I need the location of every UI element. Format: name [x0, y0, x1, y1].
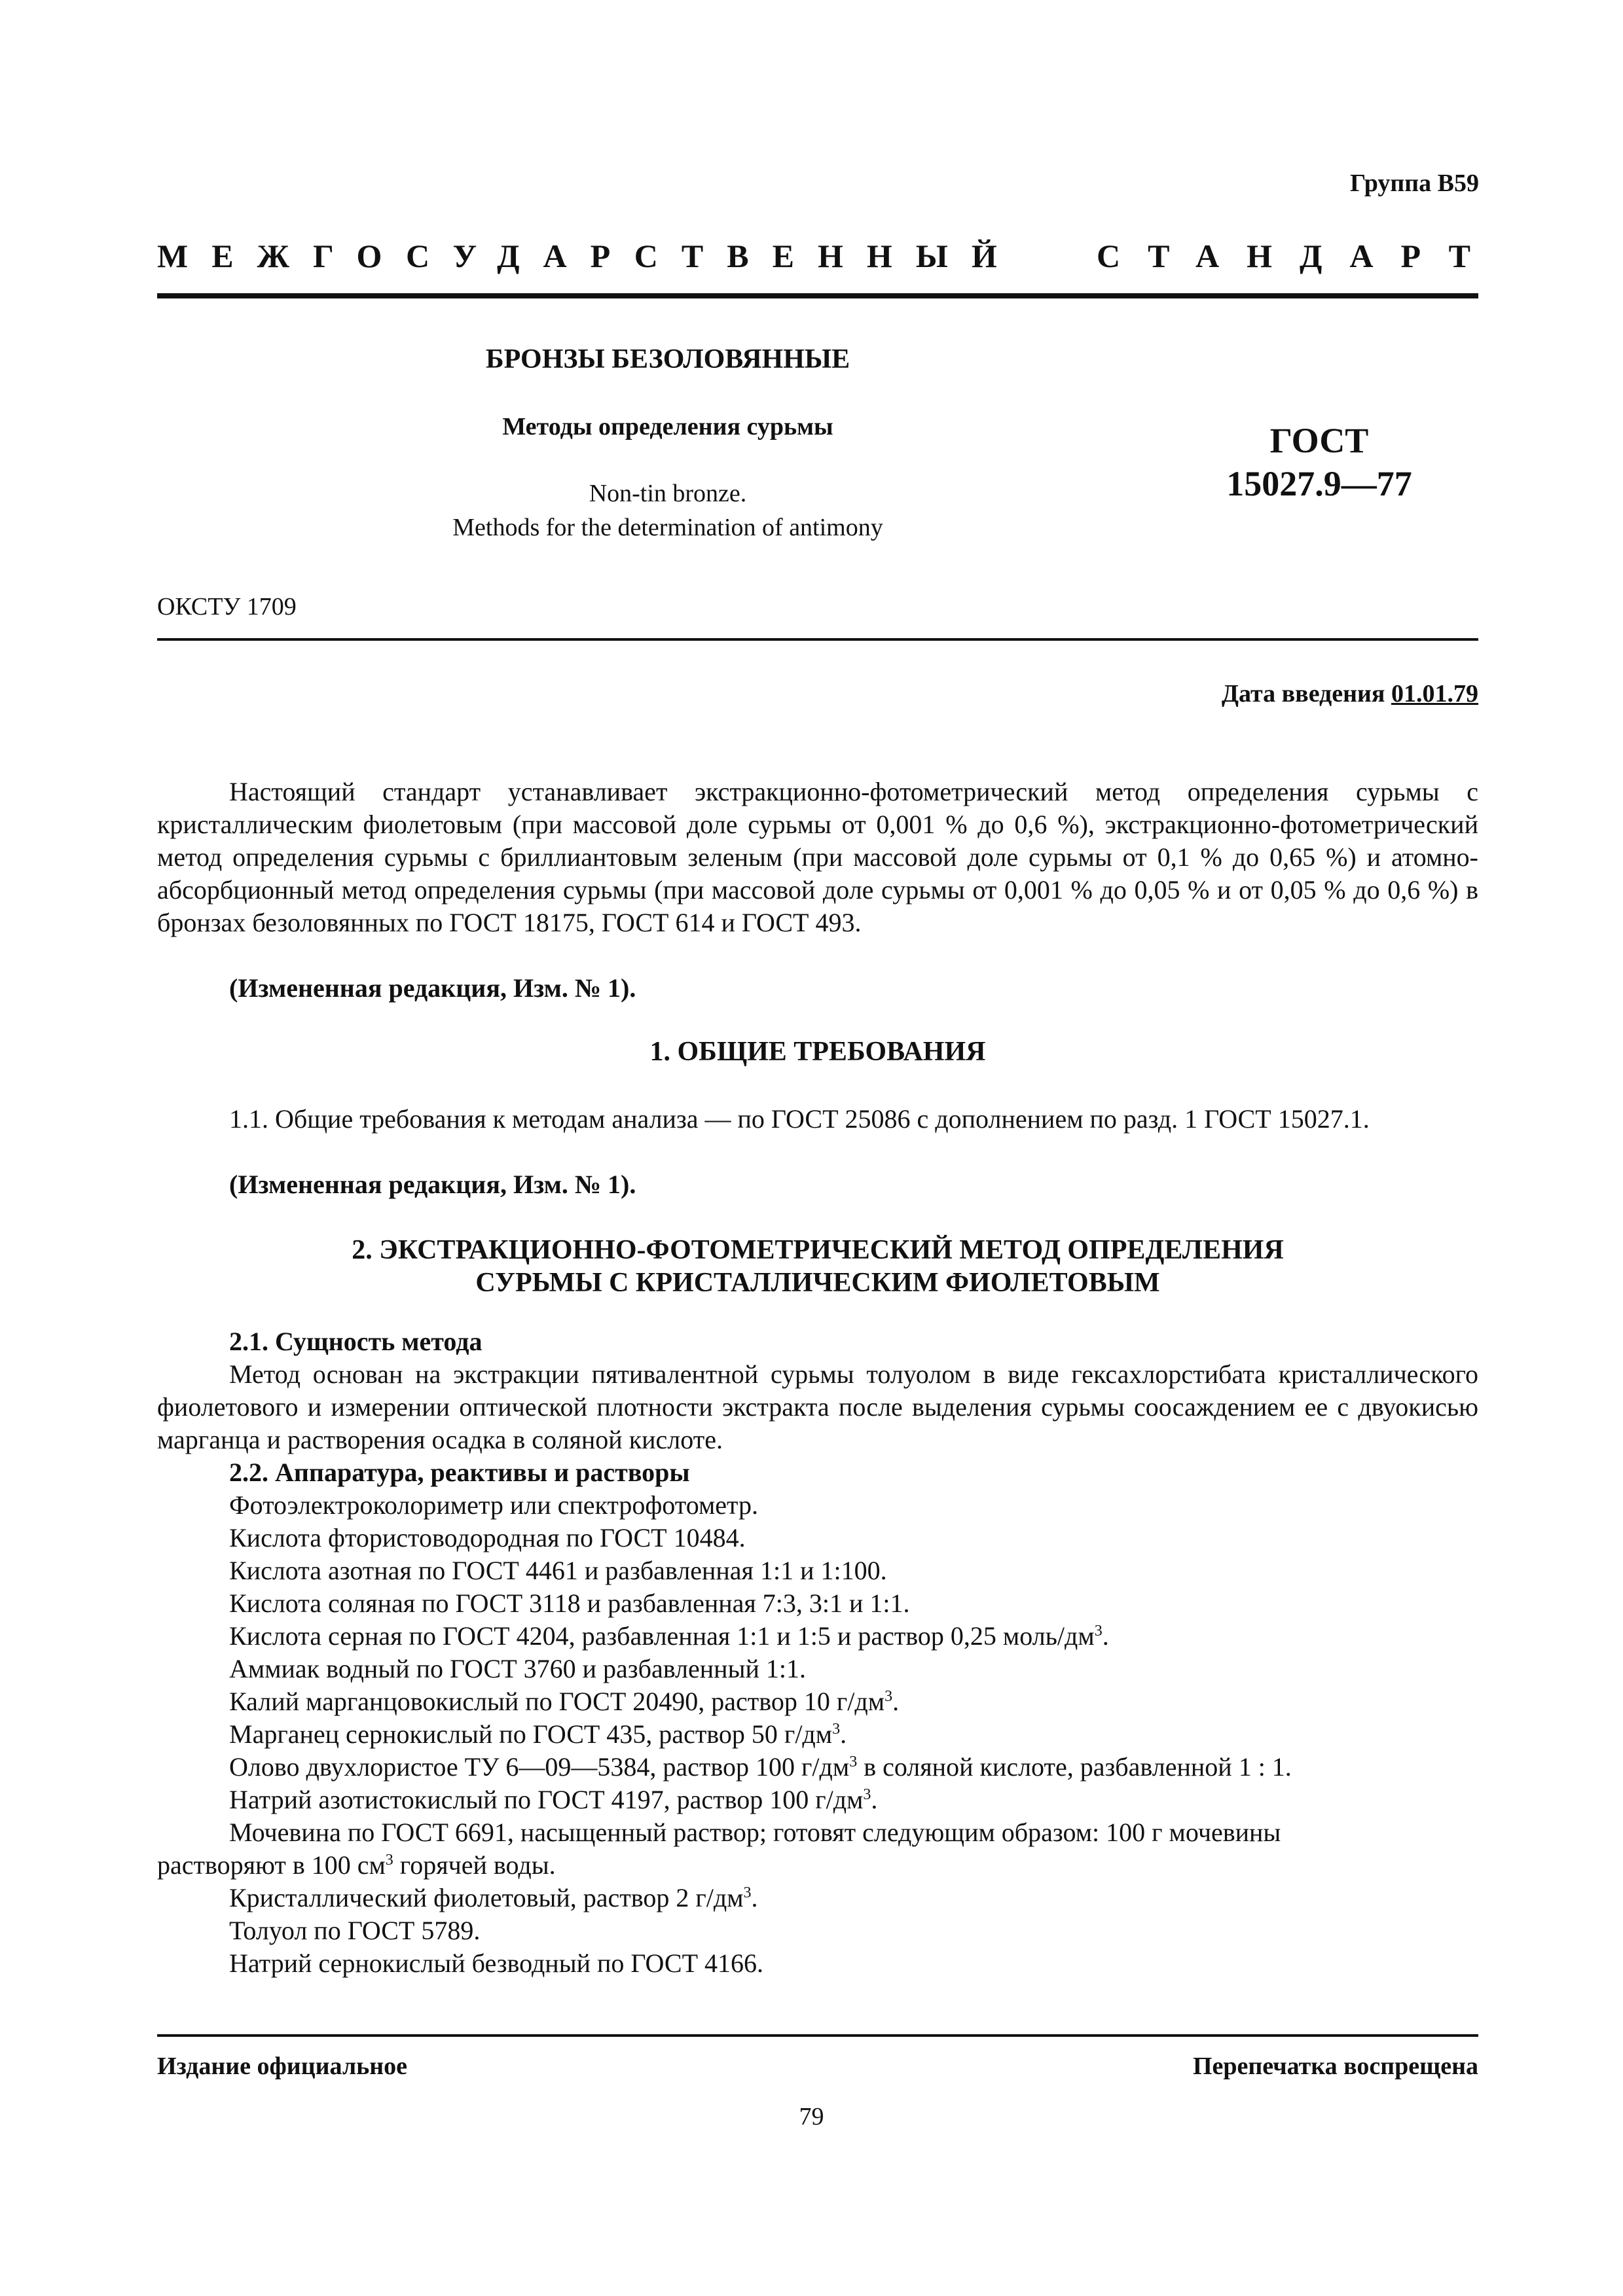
gost-designation — [1178, 419, 1460, 505]
list-item: Кислота соляная по ГОСТ 3118 и разбавленная 7:3, 3:1 и 1:1. — [229, 1588, 910, 1618]
standard-type-label: МЕЖГОСУДАРСТВЕННЫЙ — [157, 238, 1021, 274]
group-code: Группа В59 — [1349, 170, 1479, 197]
okstu-code: ОКСТУ 1709 — [157, 593, 297, 620]
list-item: Олово двухлористое ТУ 6—09—5384, раствор 100 $г/дм^3$ в соляной кислоте, разбавленной 1 : 1. — [229, 1752, 1292, 1782]
list-item: Калий марганцовокислый по ГОСТ 20490, раствор 10 $г/дм^3$. — [229, 1687, 900, 1716]
intro-amendment: (Измененная редакция, Изм. № 1). — [229, 973, 636, 1003]
list-item: Натрий азотистокислый по ГОСТ 4197, раствор 100 $г/дм^3$. — [229, 1785, 878, 1814]
document-subtitle: Методы определения сурьмы — [502, 413, 833, 440]
list-item: Толуол по ГОСТ 5789. — [229, 1916, 481, 1945]
section-1-text: 1.1. Общие требования к методам анализа — по ГОСТ 25086 с дополнением по разд. 1 ГОСТ 15027.1. — [229, 1104, 1370, 1134]
section-2-heading — [157, 1234, 1478, 1299]
official-edition-label: Издание официальное — [157, 2053, 408, 2080]
list-item: Марганец сернокислый по ГОСТ 435, раствор 50 $г/дм^3$. — [229, 1719, 847, 1749]
list-item: Кристаллический фиолетовый, раствор 2 $г/дм^3$. — [229, 1883, 758, 1912]
standard-header — [157, 237, 1498, 283]
list-item: Кислота азотная по ГОСТ 4461 и разбавленная 1:1 и 1:100. — [229, 1556, 887, 1585]
introduction-date — [1222, 679, 1478, 708]
header-rule — [157, 293, 1478, 298]
list-item: Кислота фтористоводородная по ГОСТ 10484. — [229, 1523, 746, 1552]
subsection-2-1-heading: 2.1. Сущность метода — [229, 1327, 483, 1356]
gost-number: 15027.9—77 — [1226, 464, 1412, 503]
reagents-list-continued — [229, 1882, 1478, 1980]
date-label: Дата введения — [1221, 680, 1385, 708]
document-title: БРОНЗЫ БЕЗОЛОВЯННЫЕ — [485, 344, 850, 374]
footer-rule — [157, 2034, 1478, 2037]
section-2-heading-line-1: 2. ЭКСТРАКЦИОННО-ФОТОМЕТРИЧЕСКИЙ МЕТОД ОПРЕДЕЛЕНИЯ — [352, 1235, 1284, 1265]
english-title-line-2: Methods for the determination of antimony — [452, 514, 883, 541]
section-1-amendment: (Измененная редакция, Изм. № 1). — [229, 1170, 636, 1199]
list-item: Аммиак водный по ГОСТ 3760 и разбавленный 1:1. — [229, 1654, 806, 1683]
reagents-list — [229, 1489, 1478, 1849]
english-title-line-1: Non-tin bronze. — [589, 480, 747, 507]
date-value: 01.01.79 — [1391, 680, 1478, 708]
subsection-2-1-text: Метод основан на экстракции пятивалентной сурьмы толуолом в виде гексахлорстибата кристаллического фиолетового и измерении оптической плотности экстракта после выделения сурьмы соосаждением ее с двуокисью марганца и растворения осадка в соляной кислоте. — [157, 1359, 1478, 1454]
okstu-rule — [157, 638, 1478, 641]
standard-label: СТАНДАРТ — [1097, 238, 1498, 274]
subsection-2-2-heading: 2.2. Аппаратура, реактивы и растворы — [229, 1458, 690, 1487]
list-item: Натрий сернокислый безводный по ГОСТ 4166. — [229, 1948, 764, 1978]
list-item: Мочевина по ГОСТ 6691, насыщенный раствор; готовят следующим образом: 100 г мочевины — [229, 1818, 1281, 1847]
list-item: Кислота серная по ГОСТ 4204, разбавленная 1:1 и 1:5 и раствор 0,25 моль/$дм^3$. — [229, 1621, 1109, 1651]
english-title — [157, 476, 1178, 545]
intro-paragraph: Настоящий стандарт устанавливает экстракционно-фотометрический метод определения сурьмы с кристаллическим фиолетовым (при массовой доле сурьмы от 0,001 % до 0,6 %), экстракционно-фотометрический метод определения сурьмы с бриллиантовым зеленым (при массовой доле сурьмы от 0,1 % до 0,65 %) и атомно-абсорбционный метод определения сурьмы (при массовой доле сурьмы от 0,001 % до 0,05 % и от 0,05 % до 0,6 %) в бронзах безоловянных по ГОСТ 18175, ГОСТ 614 и ГОСТ 493. — [157, 777, 1478, 937]
section-1-heading: 1. ОБЩИЕ ТРЕБОВАНИЯ — [649, 1037, 986, 1067]
section-2-heading-line-2: СУРЬМЫ С КРИСТАЛЛИЧЕСКИМ ФИОЛЕТОВЫМ — [475, 1268, 1160, 1298]
reprint-prohibited-label: Перепечатка воспрещена — [1192, 2053, 1478, 2080]
page-number: 79 — [799, 2103, 824, 2130]
list-item: Фотоэлектроколориметр или спектрофотометр. — [229, 1490, 759, 1520]
list-item-continuation: растворяют в 100 $см^3$ горячей воды. — [157, 1850, 556, 1880]
gost-label: ГОСТ — [1269, 421, 1369, 460]
